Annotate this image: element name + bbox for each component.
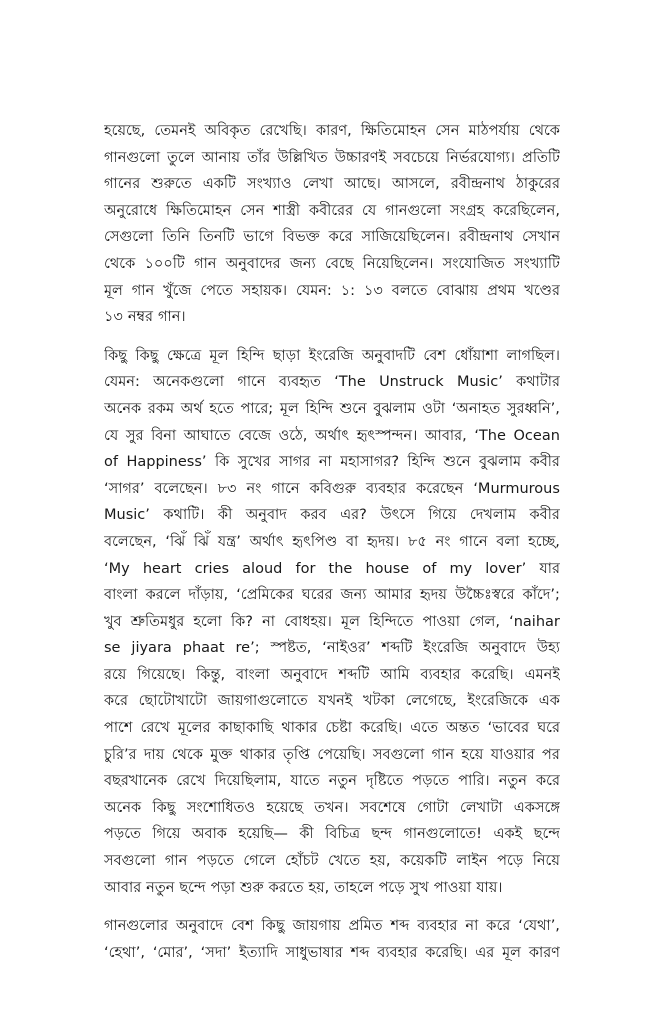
text-line: ‘হেথা’, ‘মোর’, ‘সদা’ ইত্যাদি সাধুভাষার শব্দ ব্যবহার করেছি। এর মূল কারণ	[104, 944, 560, 961]
text-line: গানগুলো তুলে আনায় তাঁর উল্লিখিত উচ্চারণই সবচেয়ে নির্ভরযোগ্য। প্রতিটি	[104, 149, 560, 166]
text-line: আবার নতুন ছন্দে পড়া শুরু করতে হয়, তাহলে পড়ে সুখ পাওয়া যায়।	[104, 879, 503, 896]
text-line: চুরি’র দায় থেকে মুক্ত থাকার তৃপ্তি পেয়েছি। সবগুলো গান হয়ে যাওয়ার পর	[104, 746, 560, 763]
text-line: হয়েছে, তেমনই অবিকৃত রেখেছি। কারণ, ক্ষিতিমোহন সেন মাঠপর্যায় থেকে	[104, 123, 560, 139]
paragraph	[104, 913, 560, 966]
text-line: সেগুলো তিনি তিনটি ভাগে বিভক্ত করে সাজিয়েছিলেন। রবীন্দ্রনাথ সেখান	[104, 229, 560, 246]
paragraph	[104, 343, 560, 901]
text-line: বাংলা করলে দাঁড়ায়, ‘প্রেমিকের ঘরের জন্য আমার হৃদয় উচ্চৈঃস্বরে কাঁদে’;	[104, 587, 560, 604]
text-line: ‘সাগর’ বলেছেন। ৮৩ নং গানে কবিগুরু ব্যবহার করেছেন ‘Murmurous	[104, 480, 560, 497]
text-line: পড়তে গিয়ে অবাক হয়েছি— কী বিচিত্র ছন্দ গানগুলোতে! একই ছন্দে	[104, 826, 560, 843]
text-line: মূল গান খুঁজে পেতে সহায়ক। যেমন: ১: ১৩ বলতে বোঝায় প্রথম খণ্ডের	[104, 282, 560, 299]
text-line: se jiyara phaat re’; স্পষ্টত, ‘নাইওর’ শব্দটি ইংরেজি অনুবাদে উহ্য	[104, 640, 560, 657]
text-line: Music’ কথাটি। কী অনুবাদ করব এর? উৎসে গিয়ে দেখলাম কবীর	[104, 507, 560, 524]
text-line: সবগুলো গান পড়তে গেলে হোঁচট খেতে হয়, কয়েকটি লাইন পড়ে নিয়ে	[104, 853, 560, 870]
text-line: খুব শ্রুতিমধুর হলো কি? না বোধহয়। মূল হিন্দিতে পাওয়া গেল, ‘naihar	[104, 613, 560, 630]
text-line: অনুরোধে ক্ষিতিমোহন সেন শাস্ত্রী কবীরের যে গানগুলো সংগ্রহ করেছিলেন,	[104, 202, 560, 219]
text-line: অনেক রকম অর্থ হতে পারে; মূল হিন্দি শুনে বুঝলাম ওটা ‘অনাহত সুরধ্বনি’,	[104, 400, 560, 417]
text-line: অনেক কিছু সংশোধিতও হয়েছে তখন। সবশেষে গোটা লেখাটা একসঙ্গে	[104, 799, 560, 816]
paragraph	[104, 118, 560, 331]
text-line: করে ছোটোখাটো জায়গাগুলোতে যখনই খটকা লেগেছে, ইংরেজিকে এক	[104, 693, 560, 710]
text-line: যে সুর বিনা আঘাতে বেজে ওঠে, অর্থাৎ হৃৎস্পন্দন। আবার, ‘The Ocean	[104, 427, 560, 444]
text-line: গানগুলোর অনুবাদে বেশ কিছু জায়গায় প্রমিত শব্দ ব্যবহার না করে ‘যেথা’,	[104, 918, 560, 935]
text-line: যেমন: অনেকগুলো গানে ব্যবহৃত ‘The Unstruck Music’ কথাটার	[104, 374, 560, 391]
body-text	[104, 118, 560, 978]
text-line: থেকে ১০০টি গান অনুবাদের জন্য বেছে নিয়েছিলেন। সংযোজিত সংখ্যাটি	[104, 255, 560, 272]
text-line: বছরখানেক রেখে দিয়েছিলাম, যাতে নতুন দৃষ্টিতে পড়তে পারি। নতুন করে	[104, 773, 560, 790]
text-line: বলেছেন, ‘ঝিঁ ঝিঁ যন্ত্র’ অর্থাৎ হৃৎপিণ্ড বা হৃদয়। ৮৫ নং গানে বলা হচ্ছে,	[104, 533, 560, 550]
text-line: ‘My heart cries aloud for the house of my lover’ যার	[104, 560, 560, 577]
text-line: ১৩ নম্বর গান।	[104, 309, 186, 326]
text-line: of Happiness’ কি সুখের সাগর না মহাসাগর? হিন্দি শুনে বুঝলাম কবীর	[104, 454, 560, 471]
text-line: পাশে রেখে মূলের কাছাকাছি থাকার চেষ্টা করেছি। এতে অন্তত ‘ভাবের ঘরে	[104, 720, 560, 737]
text-line: কিছু কিছু ক্ষেত্রে মূল হিন্দি ছাড়া ইংরেজি অনুবাদটি বেশ ধোঁয়াশা লাগছিল।	[104, 347, 560, 364]
text-line: গানের শুরুতে একটি সংখ্যাও লেখা আছে। আসলে, রবীন্দ্রনাথ ঠাকুরের	[104, 176, 560, 193]
text-line: রয়ে গিয়েছে। কিন্তু, বাংলা অনুবাদে শব্দটি আমি ব্যবহার করেছি। এমনই	[104, 666, 560, 683]
